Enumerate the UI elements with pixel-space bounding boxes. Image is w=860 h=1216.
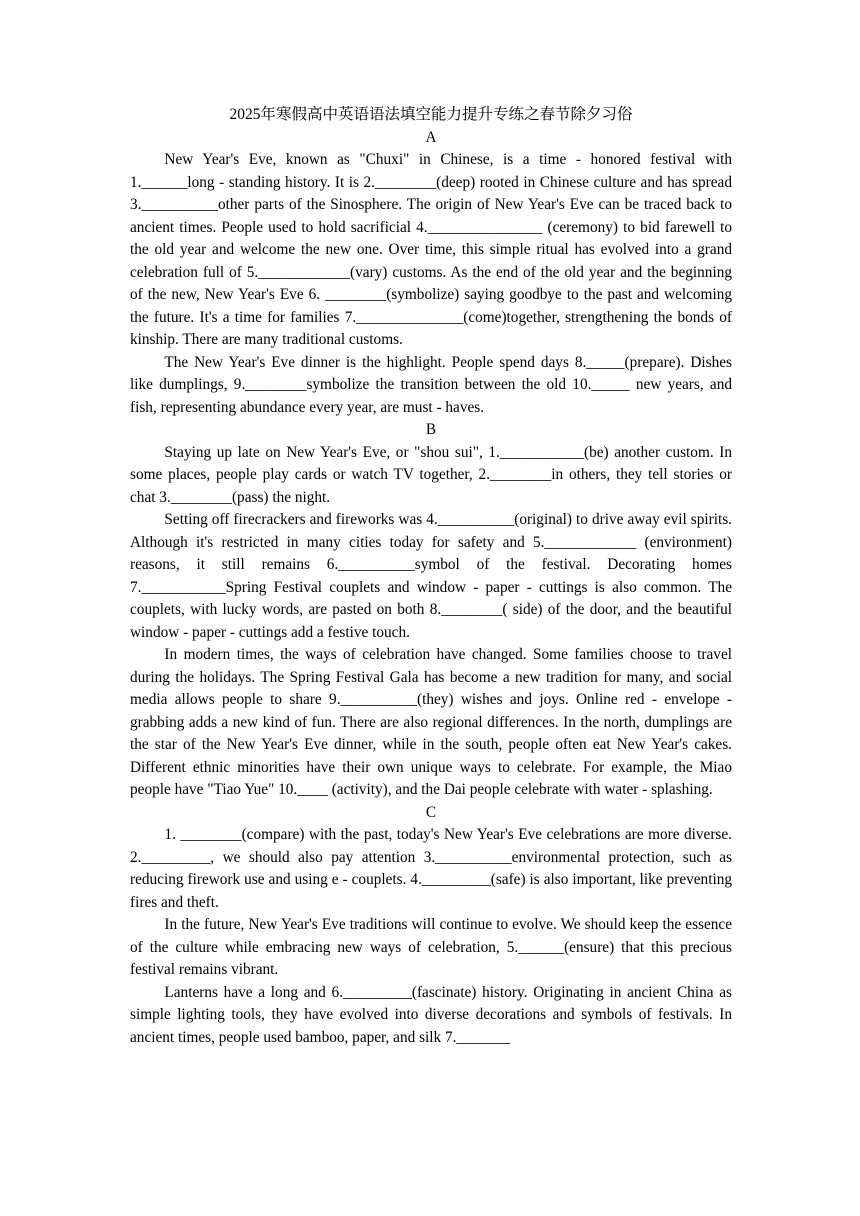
section-b-paragraph-1: Staying up late on New Year's Eve, or "shou sui", 1.___________(be) another custom. In some places, people play cards or watch TV together, 2.________in others, they tell stories or chat 3.________(pass) the night. [130,443,732,506]
section-b-paragraph-3: In modern times, the ways of celebration have changed. Some families choose to travel during the holidays. The Spring Festival Gala has become a new tradition for many, and social media allows people to share 9.__________(they) wishes and joys. Online red - envelope - grabbing adds a new kind of fun. There are also regional differences. In the north, dumplings are the star of the New Year's Eve dinner, while in the south, people often eat New Year's cakes. Different ethnic minorities have their own unique ways to celebrate. For example, the Miao people have "Tiao Yue" 10.____ (activity), and the Dai people celebrate with water - splashing. [130,646,732,798]
section-b-paragraph-2: Setting off firecrackers and fireworks was 4.__________(original) to drive away evil spirits. Although it's restricted in many cities today for safety and 5.____________ (environment) reasons, it still remains 6.__________symbol of the festival. Decorating homes 7.___________Spring Festival couplets and window - paper - cuttings is also common. The couplets, with lucky words, are pasted on both 8.________( side) of the door, and the beautiful window - paper - cuttings add a festive touch. [130,511,732,641]
section-b-heading: B [425,421,437,438]
section-c-heading: C [425,803,437,821]
document-page [130,104,732,1049]
document-title: 2025年寒假高中英语语法填空能力提升专练之春节除夕习俗 [229,106,633,123]
section-c-paragraph-2: In the future, New Year's Eve traditions will continue to evolve. We should keep the essence of the culture while embracing new ways of celebration, 5.______(ensure) that this precious festival remains vibrant. [130,916,732,978]
section-a-paragraph-1: New Year's Eve, known as "Chuxi" in Chinese, is a time - honored festival with 1.______long - standing history. It is 2.________(deep) rooted in Chinese culture and has spread 3.__________other parts of the Sinosphere. The origin of New Year's Eve can be traced back to ancient times. People used to hold sacrificial 4._______________ (ceremony) to bid farewell to the old year and welcome the new one. Over time, this simple ritual has evolved into a grand celebration full of 5.____________(vary) customs. As the end of the old year and the beginning of the new, New Year's Eve 6. ________(symbolize) saying goodbye to the past and welcoming the future. It's a time for families 7.______________(come)together, strengthening the bonds of kinship. There are many traditional customs. [130,151,732,348]
section-c-paragraph-1: 1. ________(compare) with the past, today's New Year's Eve celebrations are more diverse. 2._________, we should also pay attention 3.__________environmental protection, such as reducing firework use and using e - couplets. 4._________(safe) is also important, like preventing fires and theft. [130,826,732,911]
section-c-paragraph-3: Lanterns have a long and 6._________(fascinate) history. Originating in ancient China as simple lighting tools, they have evolved into diverse decorations and symbols of festivals. In ancient times, people used bamboo, paper, and silk 7._______ [130,983,732,1046]
section-a-heading: A [425,128,437,146]
section-a-paragraph-2: The New Year's Eve dinner is the highlight. People spend days 8._____(prepare). Dishes like dumplings, 9.________symbolize the transition between the old 10._____ new years, and fish, representing abundance every year, are must - haves. [130,353,732,416]
